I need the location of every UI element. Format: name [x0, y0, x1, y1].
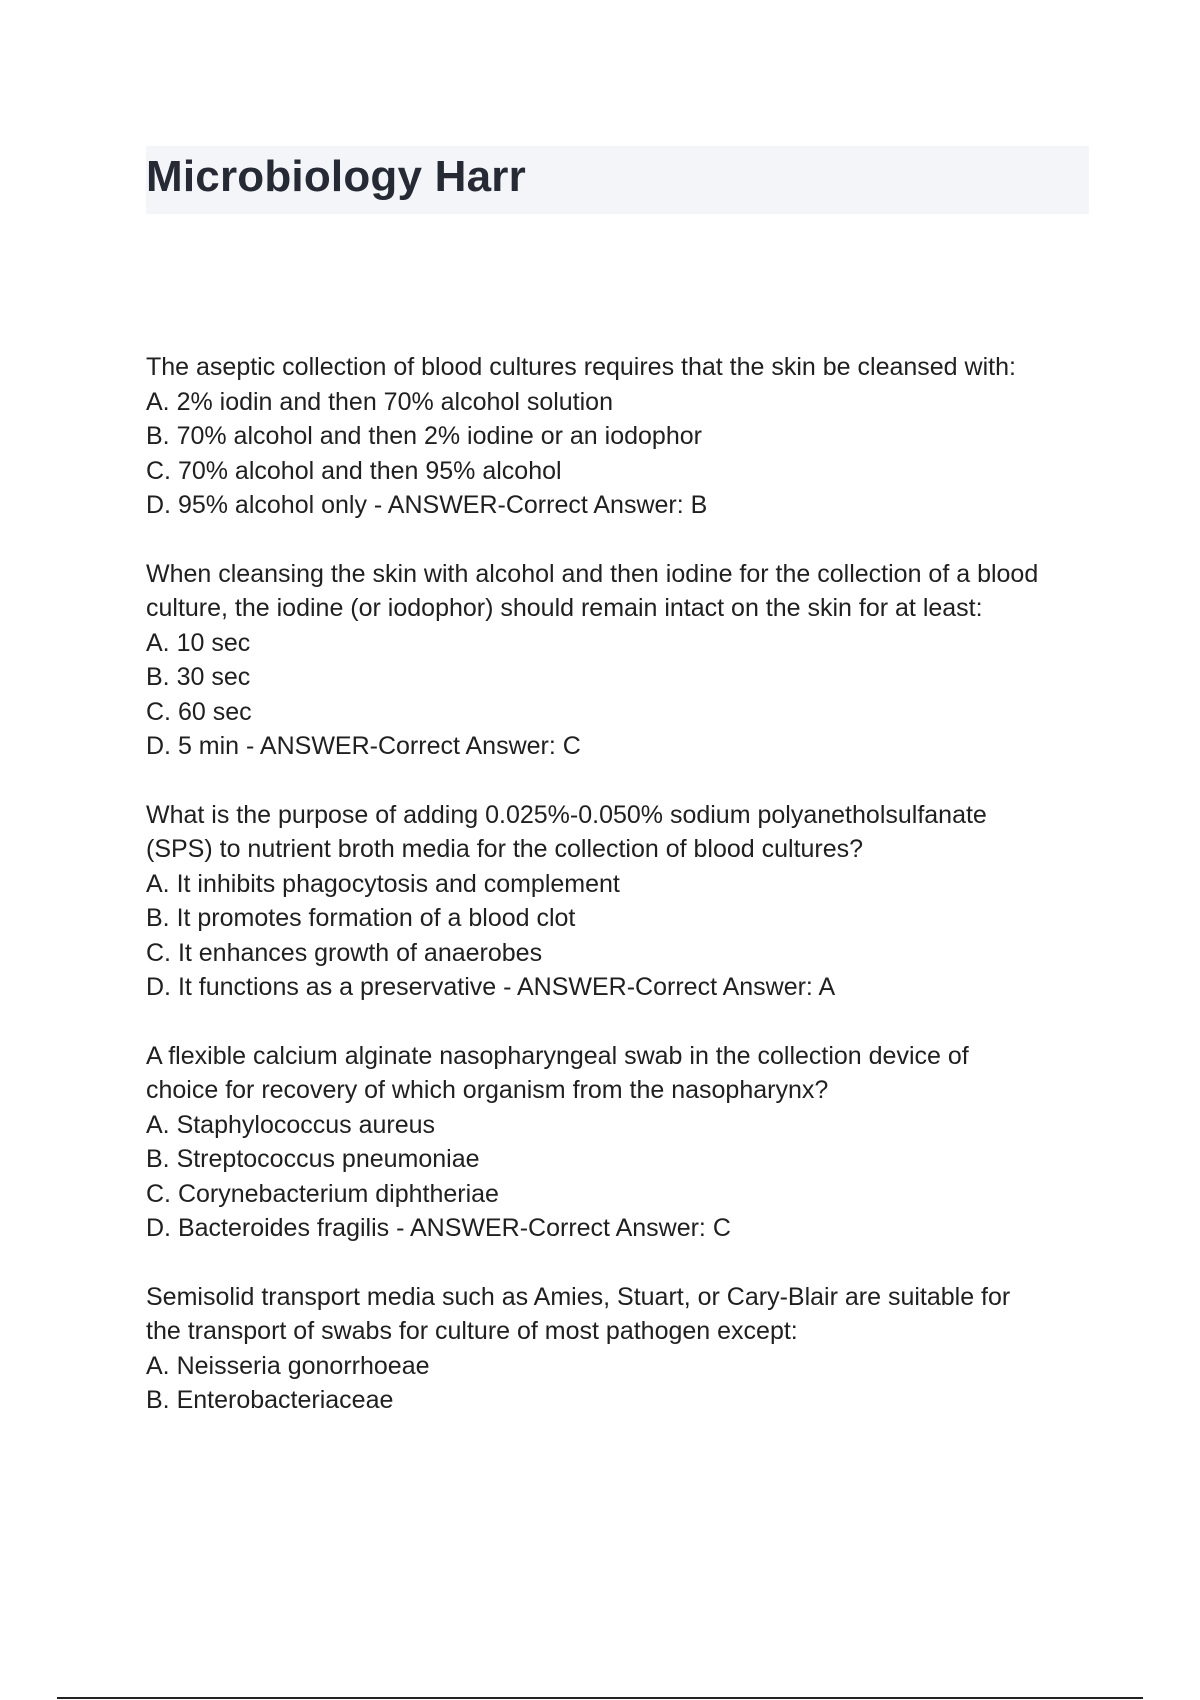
- question-4-option-a: A. Staphylococcus aureus: [146, 1110, 436, 1139]
- question-1-stem: The aseptic collection of blood cultures requires that the skin be cleansed with:: [146, 353, 1016, 381]
- question-4-stem-line-1: A flexible calcium alginate nasopharyngeal swab in the collection device of: [146, 1041, 969, 1070]
- question-block-4: [146, 1039, 1091, 1246]
- question-3-option-c: C. It enhances growth of anaerobes: [146, 938, 543, 967]
- question-3-option-b: B. It promotes formation of a blood clot: [146, 904, 576, 932]
- question-1-option-b: B. 70% alcohol and then 2% iodine or an iodophor: [146, 422, 702, 450]
- question-block-1: [146, 350, 1091, 523]
- question-list: [146, 350, 1091, 1452]
- question-4-option-c: C. Corynebacterium diphtheriae: [146, 1179, 499, 1208]
- question-2-option-a: A. 10 sec: [146, 628, 251, 657]
- question-3-option-d-answer: D. It functions as a preservative - ANSWER-Correct Answer: A: [146, 973, 836, 1001]
- question-5-stem-line-2: the transport of swabs for culture of most pathogen except:: [146, 1317, 798, 1345]
- page-title: Microbiology Harr: [146, 152, 526, 201]
- question-5-stem-line-1: Semisolid transport media such as Amies, Stuart, or Cary-Blair are suitable for: [146, 1282, 1011, 1311]
- question-2-stem-line-1: When cleansing the skin with alcohol and then iodine for the collection of a blood: [146, 559, 1039, 588]
- question-3-option-a: A. It inhibits phagocytosis and complement: [146, 869, 620, 898]
- question-1-option-a: A. 2% iodin and then 70% alcohol solution: [146, 387, 613, 416]
- question-5-option-a: A. Neisseria gonorrhoeae: [146, 1351, 430, 1380]
- footer-divider: [57, 1697, 1143, 1699]
- question-2-option-d-answer: D. 5 min - ANSWER-Correct Answer: C: [146, 732, 581, 760]
- question-4-option-d-answer: D. Bacteroides fragilis - ANSWER-Correct Answer: C: [146, 1214, 731, 1242]
- question-4-stem-line-2: choice for recovery of which organism from the nasopharynx?: [146, 1076, 829, 1104]
- question-5-option-b: B. Enterobacteriaceae: [146, 1386, 394, 1414]
- question-4-option-b: B. Streptococcus pneumoniae: [146, 1145, 480, 1173]
- question-block-3: [146, 798, 1091, 1005]
- question-block-5: [146, 1280, 1091, 1418]
- question-block-2: [146, 557, 1091, 764]
- question-2-option-c: C. 60 sec: [146, 697, 252, 726]
- question-2-option-b: B. 30 sec: [146, 663, 251, 691]
- question-1-option-c: C. 70% alcohol and then 95% alcohol: [146, 456, 562, 485]
- question-2-stem-line-2: culture, the iodine (or iodophor) should remain intact on the skin for at least:: [146, 594, 983, 622]
- question-3-stem-line-2: (SPS) to nutrient broth media for the collection of blood cultures?: [146, 835, 864, 863]
- question-3-stem-line-1: What is the purpose of adding 0.025%-0.050% sodium polyanetholsulfanate: [146, 800, 987, 829]
- question-1-option-d-answer: D. 95% alcohol only - ANSWER-Correct Answer: B: [146, 491, 708, 519]
